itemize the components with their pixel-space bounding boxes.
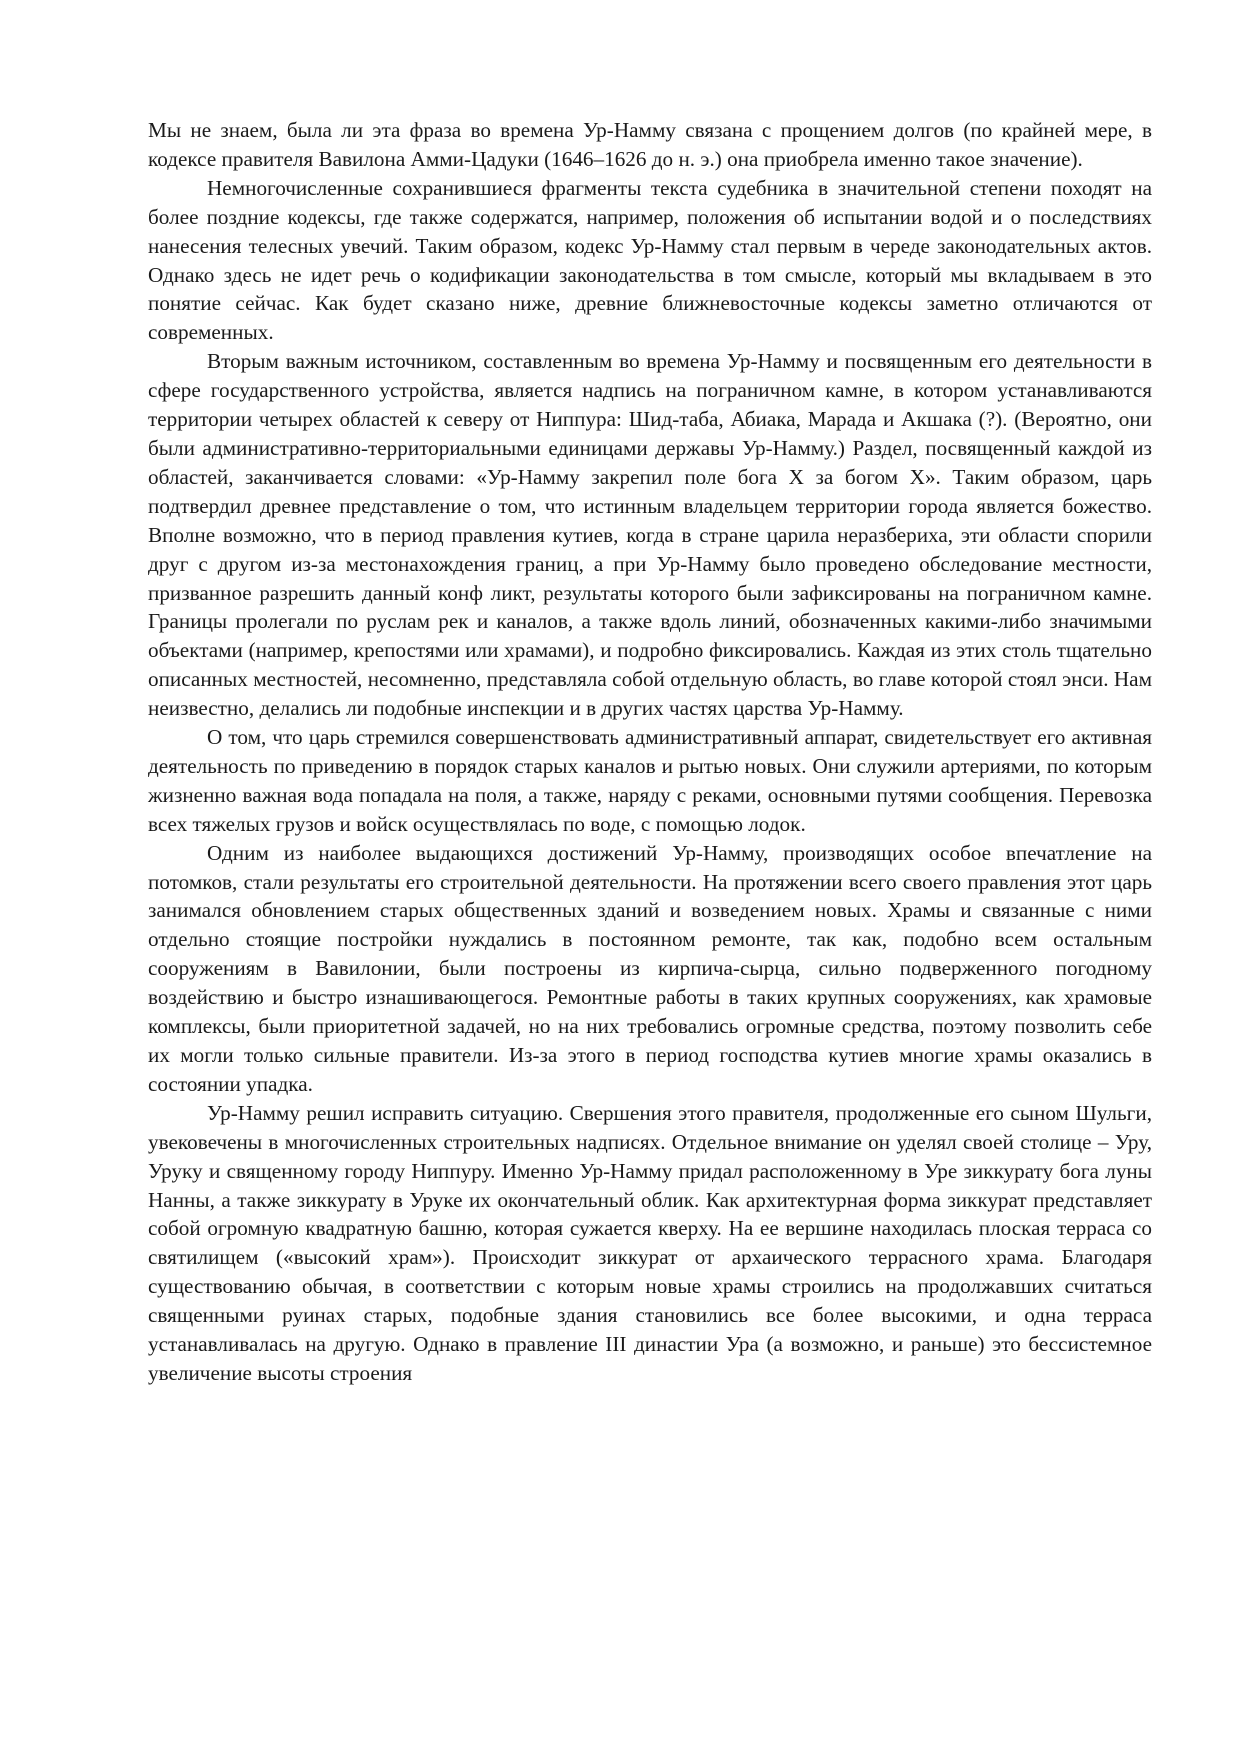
paragraph-ziggurats: Ур-Намму решил исправить ситуацию. Свершения этого правителя, продолженные его сыном Шульги, увековечены в многочисленных строительных надписях. Отдельное внимание он уделял своей столице – Уру, Уруку и священному городу Ниппуру. Именно Ур-Намму придал расположенному в Уре зиккурату бога луны Нанны, а также зиккурату в Уруке их окончательный облик. Как архитектурная форма зиккурат представляет собой огромную квадратную башню, которая сужается кверху. На ее вершине находилась плоская терраса со святилищем («высокий храм»). Происходит зиккурат от архаического террасного храма. Благодаря существованию обычая, в соответствии с которым новые храмы строились на продолжавших считаться священными руинах старых, подобные здания становились все более высокими, и одна терраса устанавливалась на другую. Однако в правление III династии Ура (а возможно, и раньше) это бессистемное увеличение высоты строения [148, 1100, 1152, 1385]
paragraph-debt-remission: Мы не знаем, была ли эта фраза во времена Ур-Намму связана с прощением долгов (по крайней мере, в кодексе правителя Вавилона Амми-Цадуки (1646–1626 до н. э.) она приобрела именно такое значение). [148, 118, 1152, 171]
paragraph-building-activity: Одним из наиболее выдающихся достижений Ур-Намму, производящих особое впечатление на потомков, стали результаты его строительной деятельности. На протяжении всего своего правления этот царь занимался обновлением старых общественных зданий и возведением новых. Храмы и связанные с ними отдельно стоящие постройки нуждались в постоянном ремонте, так как, подобно всем остальным сооружениям в Вавилонии, были построены из кирпича-сырца, сильно подверженного погодному воздействию и быстро изнашивающегося. Ремонтные работы в таких крупных сооружениях, как храмовые комплексы, были приоритетной задачей, но на них требовались огромные средства, поэтому позволить себе их могли только сильные правители. Из-за этого в период господства кутиев многие храмы оказались в состоянии упадка. [148, 840, 1152, 1096]
paragraph-boundary-stone: Вторым важным источником, составленным во времена Ур-Намму и посвященным его деятельности в сфере государственного устройства, является надпись на пограничном камне, в котором устанавливаются территории четырех областей к северу от Ниппура: Шид-таба, Абиака, Марада и Акшака (?). (Вероятно, они были административно-территориальными единицами державы Ур-Намму.) Раздел, посвященный каждой из областей, заканчивается словами: «Ур-Намму закрепил поле бога X за богом X». Таким образом, царь подтвердил древнее представление о том, что истинным владельцем территории города является божество. Вполне возможно, что в период правления кутиев, когда в стране царила неразбериха, эти области спорили друг с другом из-за местонахождения границ, а при Ур-Намму было проведено обследование местности, призванное разрешить данный конф ликт, результаты которого были зафиксированы на пограничном камне. Границы пролегали по руслам рек и каналов, а также вдоль линий, обозначенных какими-либо значимыми объектами (например, крепостями или храмами), и подробно фиксировались. Каждая из этих столь тщательно описанных местностей, несомненно, представляла собой отдельную область, во главе которой стоял энси. Нам неизвестно, делались ли подобные инспекции и в других частях царства Ур-Намму. [148, 349, 1152, 721]
paragraph-code-fragments: Немногочисленные сохранившиеся фрагменты текста судебника в значительной степени походят на более поздние кодексы, где также содержатся, например, положения об испытании водой и о последствиях нанесения телесных увечий. Таким образом, кодекс Ур-Намму стал первым в череде законодательных актов. Однако здесь не идет речь о кодификации законодательства в том смысле, который мы вкладываем в это понятие сейчас. Как будет сказано ниже, древние ближневосточные кодексы заметно отличаются от современных. [148, 175, 1152, 345]
paragraph-canals: О том, что царь стремился совершенствовать административный аппарат, свидетельствует его активная деятельность по приведению в порядок старых каналов и рытью новых. Они служили артериями, по которым жизненно важная вода попадала на поля, а также, наряду с реками, основными путями сообщения. Перевозка всех тяжелых грузов и войск осуществлялась по воде, с помощью лодок. [148, 725, 1152, 836]
document-page [148, 116, 1152, 1636]
